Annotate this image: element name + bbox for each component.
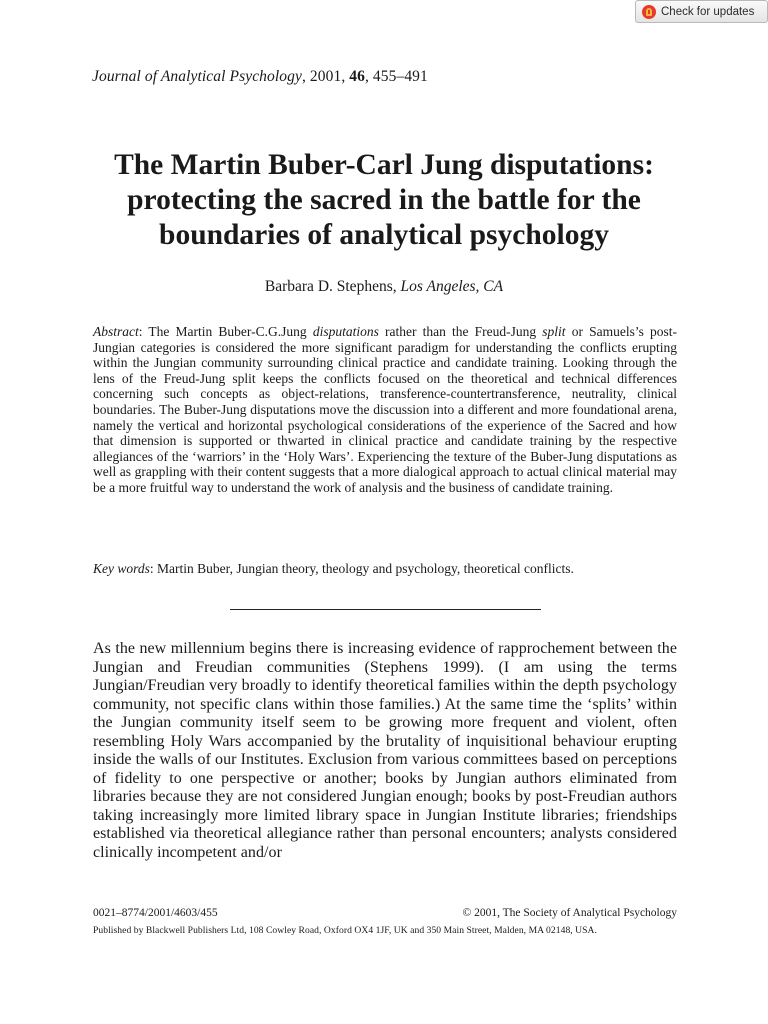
footer-copyright: © 2001, The Society of Analytical Psychology <box>462 907 677 919</box>
author-name: Barbara D. Stephens, <box>264 278 401 295</box>
author-line <box>0 278 768 296</box>
journal-citation <box>92 68 428 86</box>
body-paragraph: As the new millennium begins there is increasing evidence of rapprochement between the Jungian and Freudian communities (Stephens 1999). (I am using the terms Jungian/Freudian very broadly to identify theoretical families within the depth psychology community, not specific clans within those families.) At the same time the ‘splits’ within the Jungian community itself seem to be growing more frequent and violent, often resembling Holy Wars accompanied by the brutality of inquisitional behaviour erupting inside the walls of our Institutes. Exclusion from various committees based on perceptions of fidelity to one perspective or another; books by Jungian authors eliminated from libraries because they are not considered Jungian enough; books by post-Freudian authors taking increasingly more limited library space in Jungian Institute libraries; friendships established via theoretical allegiance rather than personal encounters; analysts considered clinically incompetent and/or <box>93 640 677 861</box>
article-title <box>60 148 708 253</box>
footer-row <box>93 907 677 919</box>
keywords <box>93 561 677 578</box>
abstract-emphasis: split <box>542 324 566 339</box>
title-line: protecting the sacred in the battle for the <box>127 184 641 216</box>
journal-year: , 2001, <box>301 68 350 85</box>
journal-name: Journal of Analytical Psychology <box>92 68 302 85</box>
abstract-text: The Martin Buber-C.G.Jung <box>148 324 313 339</box>
publisher-line: Published by Blackwell Publishers Ltd, 108 Cowley Road, Oxford OX4 1JF, UK and 350 Main Street, Malden, MA 02148, USA. <box>93 925 597 936</box>
abstract-separator: : <box>138 324 149 339</box>
footer-code: 0021–8774/2001/4603/455 <box>93 907 218 919</box>
abstract-label: Abstract <box>93 324 139 339</box>
abstract-text: rather than the Freud-Jung <box>378 324 543 339</box>
abstract <box>93 324 677 496</box>
journal-volume: 46 <box>349 68 365 85</box>
title-line: The Martin Buber-Carl Jung disputations: <box>114 149 654 181</box>
abstract-emphasis: disputations <box>312 324 379 339</box>
author-location: Los Angeles, CA <box>400 278 504 295</box>
title-line: boundaries of analytical psychology <box>159 219 609 251</box>
abstract-text: or Samuels’s post-Jungian categories is considered the more significant paradigm for understanding the conflicts erupting within the Jungian community surrounding clinical practice and candidate training. Looking through the lens of the Freud-Jung split keeps the conflicts focused on the theoretical and technical differences concerning such concepts as object-relations, transference-countertransference, neutrality, clinical boundaries. The Buber-Jung disputations move the discussion into a different and more foundational arena, namely the vertical and horizontal psychological considerations of the experience of the Sacred and how that dimension is supported or thwarted in clinical practice and candidate training by the respective allegiances of the ‘warriors’ in the ‘Holy Wars’. Experiencing the texture of the Buber-Jung disputations as well as grappling with their content suggests that a more dialogical approach to actual clinical material may be a more fruitful way to understand the work of analysis and the business of candidate training. <box>93 324 677 495</box>
journal-pages: , 455–491 <box>364 68 428 85</box>
check-for-updates-button[interactable] <box>635 0 768 23</box>
check-for-updates-icon <box>642 5 656 19</box>
section-divider <box>230 609 541 610</box>
keywords-text: : Martin Buber, Jungian theory, theology and psychology, theoretical conflicts. <box>149 561 574 576</box>
keywords-label: Key words <box>93 561 150 576</box>
check-for-updates-label: Check for updates <box>661 5 755 18</box>
